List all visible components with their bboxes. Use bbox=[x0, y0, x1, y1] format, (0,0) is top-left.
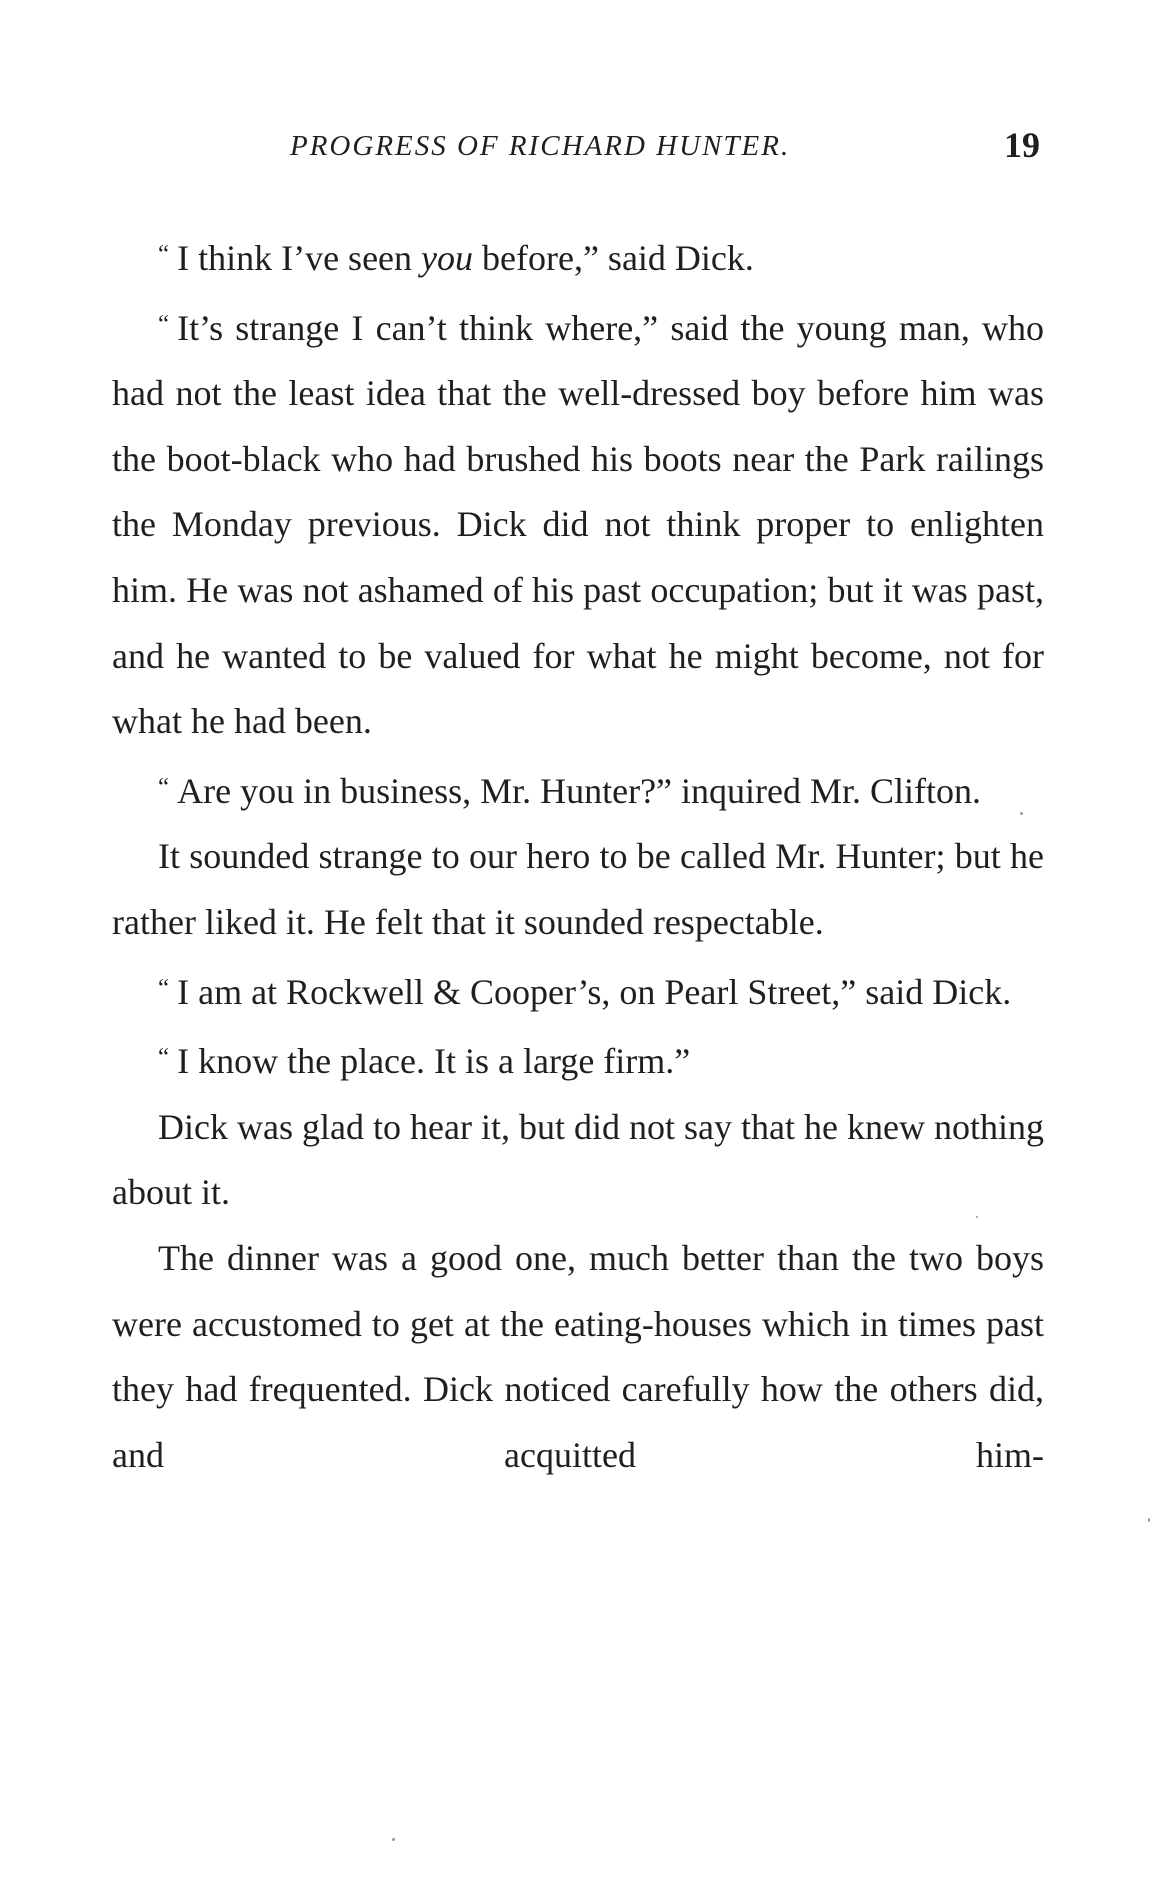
paragraph-text: Dick was glad to hear it, but did not say that he knew nothing about it. bbox=[112, 1106, 1044, 1213]
paragraph-text: Are you in business, Mr. Hunter?” inquired Mr. Clifton. bbox=[177, 770, 982, 811]
open-quote: “ bbox=[158, 310, 170, 338]
open-quote: “ bbox=[158, 241, 170, 268]
emphasis: you bbox=[421, 238, 474, 278]
paragraph-text: It sounded strange to our hero to be called Mr. Hunter; but he rather liked it. He felt that it sounded respectable. bbox=[112, 836, 1044, 942]
running-head: PROGRESS OF RICHARD HUNTER. bbox=[290, 130, 791, 162]
paper-speck bbox=[1148, 1518, 1150, 1522]
paper-speck bbox=[976, 1216, 978, 1218]
paragraph-2 bbox=[112, 292, 1044, 755]
paragraph-6 bbox=[112, 1025, 1044, 1095]
paper-speck bbox=[392, 1838, 395, 1841]
paragraph-text: I know the place. It is a large firm.” bbox=[177, 1041, 691, 1082]
paragraph-text: It’s strange I can’t think where,” said the young man, who had not the least idea that the well-dressed boy before him was the boot-black who had brushed his boots near the Park railings the Monday previous. Dick did not think proper to enlighten him. He was not ashamed of his past occupation; but it was past, and he wanted to be valued for what he might become, not for what he had been. bbox=[112, 307, 1044, 742]
paragraph-text: The dinner was a good one, much better than the two boys were accustomed to get at the eating-houses which in times past they had frequented. Dick noticed carefully how the others did, and acquitted him- bbox=[112, 1237, 1044, 1475]
open-quote: “ bbox=[158, 1044, 170, 1072]
paragraph-text: I am at Rockwell & Cooper’s, on Pearl Street,” said Dick. bbox=[177, 971, 1012, 1012]
open-quote: “ bbox=[158, 974, 170, 1002]
page-number: 19 bbox=[1004, 125, 1040, 165]
paragraph-1 bbox=[112, 222, 1044, 292]
paper-speck bbox=[1020, 812, 1023, 815]
paragraph-8 bbox=[112, 1226, 1044, 1488]
paragraph-3 bbox=[112, 755, 1044, 825]
paragraph-5 bbox=[112, 956, 1044, 1026]
paragraph-text: I think I’ve seen bbox=[177, 238, 422, 278]
open-quote: “ bbox=[158, 773, 170, 801]
paragraph-text: before,” said Dick. bbox=[473, 238, 754, 278]
body-text bbox=[112, 222, 1044, 1488]
paragraph-4 bbox=[112, 824, 1044, 955]
paragraph-7 bbox=[112, 1095, 1044, 1226]
